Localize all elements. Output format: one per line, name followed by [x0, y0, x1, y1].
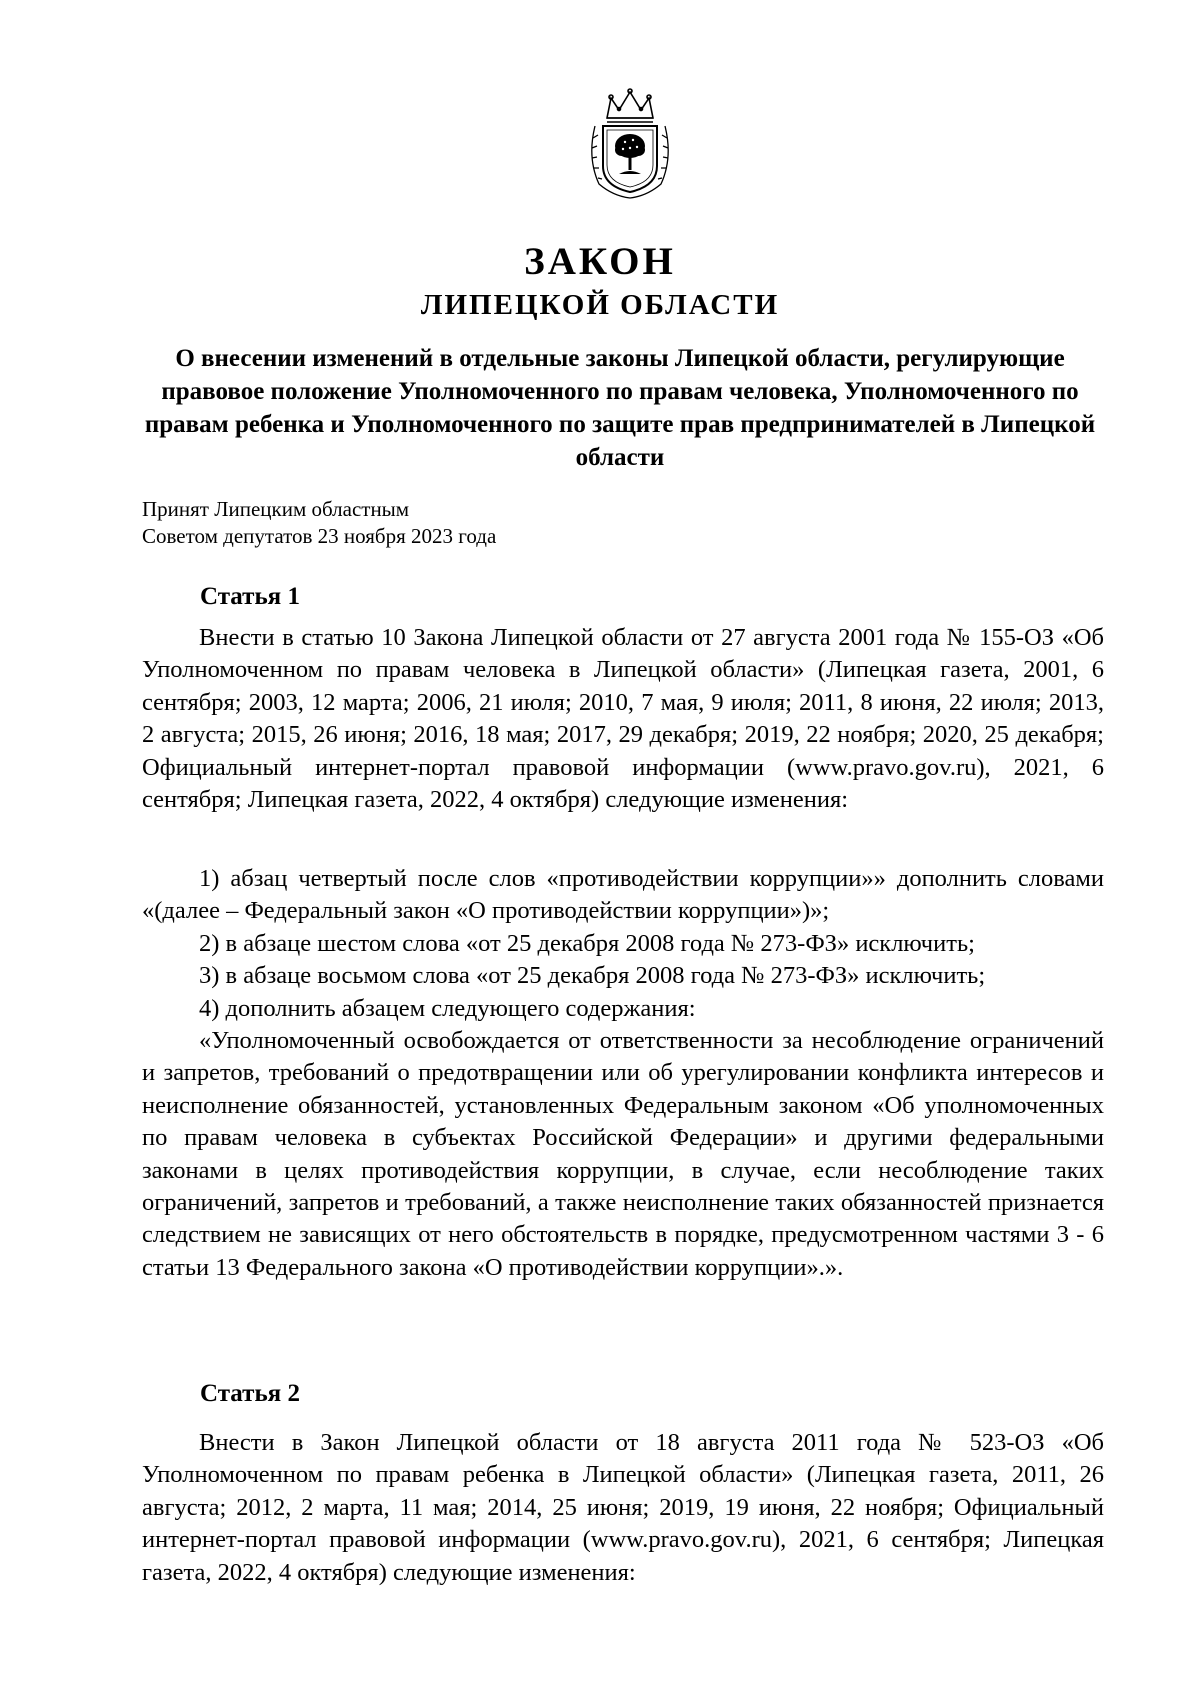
article-2-heading: Статья 2 — [200, 1380, 300, 1407]
article-2-intro-paragraph: Внести в Закон Липецкой области от 18 августа 2011 года № 523-ОЗ «Об Уполномоченном по правам ребенка в Липецкой области» (Липецкая газета, 2011, 26 августа; 2012, 2 марта, 11 мая; 2014, 25 июня; 2019, 19 июня, 22 ноября; Официальный интернет-портал правовой информации (www.pravo.gov.ru), 2021, 6 сентября; Липецкая газета, 2022, 4 октября) следующие изменения: — [142, 1429, 1104, 1586]
article-1-item-1: 1) абзац четвертый после слов «противодействии коррупции»» дополнить словами «(далее – Федеральный закон «О противодействии коррупции»)»; — [142, 865, 1104, 925]
article-1-item-3: 3) в абзаце восьмом слова «от 25 декабря 2008 года № 273-ФЗ» исключить; — [199, 962, 986, 990]
region-title: ЛИПЕЦКОЙ ОБЛАСТИ — [420, 289, 780, 321]
adoption-note-line2: Советом депутатов 23 ноября 2023 года — [142, 524, 497, 548]
article-1-items — [142, 863, 1104, 1284]
article-1-item-2: 2) в абзаце шестом слова «от 25 декабря 2008 года № 273-ФЗ» исключить; — [199, 929, 975, 957]
article-1-heading: Статья 1 — [200, 583, 300, 610]
adoption-note-line1: Принят Липецким областным — [142, 497, 410, 521]
coat-of-arms-icon — [585, 88, 675, 200]
article-1-quoted-paragraph: «Уполномоченный освобождается от ответственности за несоблюдение ограничений и запретов, требований о предотвращении или об урегулировании конфликта интересов и неисполнение обязанностей, установленных Федеральным законом «Об уполномоченных по правам человека в субъектах Российской Федерации» и другими федеральными законами в целях противодействия коррупции, в случае, если несоблюдение таких ограничений, запретов и требований, а также неисполнение таких обязанностей признается следствием не зависящих от него обстоятельств в порядке, предусмотренном частями 3 - 6 статьи 13 Федерального закона «О противодействии коррупции».». — [142, 1027, 1104, 1281]
document-type-title: ЗАКОН — [524, 240, 676, 283]
adoption-note — [142, 496, 496, 550]
article-2-body — [142, 1427, 1104, 1589]
article-1-body — [142, 622, 1104, 816]
law-subject-title: О внесении изменений в отдельные законы Липецкой области, регулирующие правовое положение Уполномоченного по правам человека, Уполномоченного по правам ребенка и Уполномоченного по защите прав предпринимателей в Липецкой области — [144, 345, 1096, 471]
article-1-intro-paragraph: Внести в статью 10 Закона Липецкой области от 27 августа 2001 года № 155-ОЗ «Об Уполномоченном по правам человека в Липецкой области» (Липецкая газета, 2001, 6 сентября; 2003, 12 марта; 2006, 21 июля; 2010, 7 мая, 9 июля; 2011, 8 июня, 22 июля; 2013, 2 августа; 2015, 26 июня; 2016, 18 мая; 2017, 29 декабря; 2019, 22 ноября; 2020, 25 декабря; Официальный интернет-портал правовой информации (www.pravo.gov.ru), 2021, 6 сентября; Липецкая газета, 2022, 4 октября) следующие изменения: — [142, 624, 1104, 814]
article-1-item-4: 4) дополнить абзацем следующего содержания: — [199, 994, 696, 1022]
